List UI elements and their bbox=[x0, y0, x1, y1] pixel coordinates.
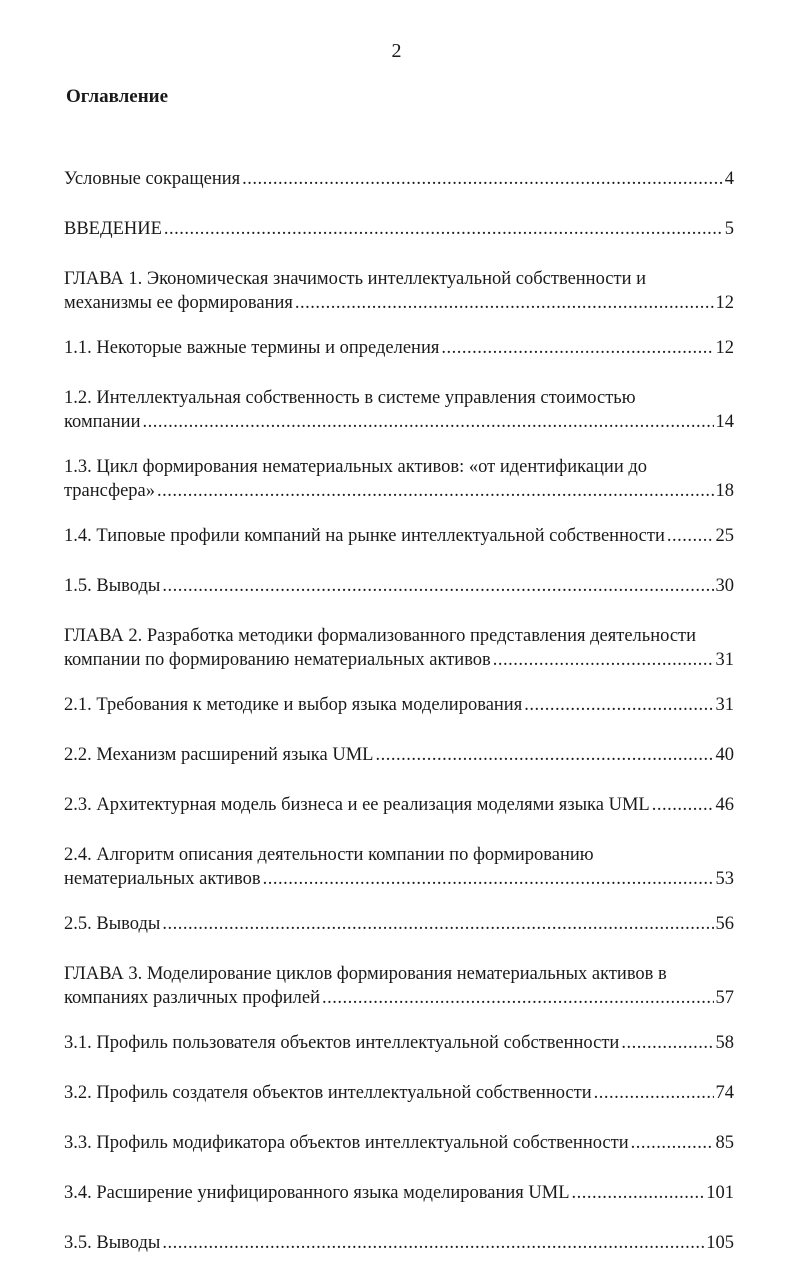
toc-entry-title: 1.1. Некоторые важные термины и определения bbox=[64, 338, 440, 358]
dot-leader bbox=[322, 986, 714, 1010]
toc-entry-title: компании по формированию нематериальных активов bbox=[64, 650, 491, 670]
toc-entry-row bbox=[64, 912, 734, 936]
toc-entry-title: компаниях различных профилей bbox=[64, 988, 320, 1008]
toc-entry-page: 14 bbox=[715, 412, 734, 432]
dot-leader bbox=[295, 291, 714, 315]
dot-leader bbox=[375, 743, 713, 767]
toc-entry-page: 85 bbox=[715, 1133, 734, 1153]
toc-entry[interactable] bbox=[64, 524, 734, 548]
toc-entry-page: 46 bbox=[715, 795, 734, 815]
toc-entry-row bbox=[64, 1081, 734, 1105]
toc-title: Оглавление bbox=[66, 86, 169, 107]
toc-entry-row bbox=[64, 693, 734, 717]
toc-entry-page: 12 bbox=[715, 338, 734, 358]
toc-entry[interactable] bbox=[64, 1081, 734, 1105]
dot-leader bbox=[162, 912, 713, 936]
toc-entry-title: механизмы ее формирования bbox=[64, 293, 293, 313]
toc-entry-title: компании bbox=[64, 412, 141, 432]
toc-entry-page: 57 bbox=[715, 988, 734, 1008]
toc-entry-page: 12 bbox=[715, 293, 734, 313]
toc-entry[interactable] bbox=[64, 574, 734, 598]
toc-entry-title: трансфера» bbox=[64, 481, 156, 501]
toc-entry-page: 53 bbox=[715, 869, 734, 889]
dot-leader bbox=[667, 524, 714, 548]
toc-entry-row bbox=[64, 986, 734, 1010]
toc-entry-first-line: 1.2. Интеллектуальная собственность в системе управления стоимостью bbox=[64, 388, 636, 408]
table-of-contents bbox=[64, 167, 734, 1281]
toc-entry[interactable] bbox=[64, 217, 734, 241]
toc-entry-page: 40 bbox=[715, 745, 734, 765]
toc-entry-page: 5 bbox=[724, 219, 734, 239]
toc-entry[interactable] bbox=[64, 793, 734, 817]
toc-entry-row bbox=[64, 574, 734, 598]
dot-leader bbox=[157, 479, 713, 503]
toc-entry-page: 31 bbox=[715, 650, 734, 670]
toc-entry[interactable] bbox=[64, 455, 734, 503]
toc-entry-title: 2.5. Выводы bbox=[64, 914, 161, 934]
toc-entry[interactable] bbox=[64, 1131, 734, 1155]
toc-entry[interactable] bbox=[64, 912, 734, 936]
toc-entry-row bbox=[64, 167, 734, 191]
toc-entry[interactable] bbox=[64, 267, 734, 315]
toc-entry-title: 3.1. Профиль пользователя объектов интеллектуальной собственности bbox=[64, 1033, 620, 1053]
toc-entry-title: Условные сокращения bbox=[64, 169, 241, 189]
toc-entry-title: 2.3. Архитектурная модель бизнеса и ее реализация моделями языка UML bbox=[64, 795, 650, 815]
dot-leader bbox=[162, 574, 713, 598]
toc-entry[interactable] bbox=[64, 843, 734, 891]
page-number: 2 bbox=[391, 40, 402, 62]
toc-entry-page: 101 bbox=[706, 1183, 734, 1203]
dot-leader bbox=[621, 1031, 713, 1055]
dot-leader bbox=[441, 336, 713, 360]
toc-entry[interactable] bbox=[64, 1181, 734, 1205]
toc-entry-row bbox=[64, 336, 734, 360]
toc-entry-page: 105 bbox=[706, 1233, 734, 1253]
dot-leader bbox=[572, 1181, 705, 1205]
toc-entry-page: 56 bbox=[715, 914, 734, 934]
toc-entry-row bbox=[64, 648, 734, 672]
toc-entry-page: 18 bbox=[715, 481, 734, 501]
toc-entry-title: 3.4. Расширение унифицированного языка моделирования UML bbox=[64, 1183, 570, 1203]
toc-entry-row bbox=[64, 524, 734, 548]
toc-entry-title: 2.2. Механизм расширений языка UML bbox=[64, 745, 374, 765]
toc-entry-title: нематериальных активов bbox=[64, 869, 261, 889]
toc-entry-page: 58 bbox=[715, 1033, 734, 1053]
toc-entry-first-line: ГЛАВА 1. Экономическая значимость интеллектуальной собственности и bbox=[64, 269, 647, 289]
toc-entry-first-line: 2.4. Алгоритм описания деятельности компании по формированию bbox=[64, 845, 594, 865]
dot-leader bbox=[242, 167, 723, 191]
dot-leader bbox=[142, 410, 713, 434]
toc-entry-row bbox=[64, 1181, 734, 1205]
dot-leader bbox=[652, 793, 714, 817]
toc-entry-title: 3.5. Выводы bbox=[64, 1233, 161, 1253]
dot-leader bbox=[162, 1231, 704, 1255]
toc-entry-row bbox=[64, 1231, 734, 1255]
toc-entry-row bbox=[64, 743, 734, 767]
dot-leader bbox=[263, 867, 714, 891]
dot-leader bbox=[164, 217, 723, 241]
toc-entry-row bbox=[64, 867, 734, 891]
toc-entry-title: 3.2. Профиль создателя объектов интеллектуальной собственности bbox=[64, 1083, 592, 1103]
dot-leader bbox=[631, 1131, 714, 1155]
toc-entry[interactable] bbox=[64, 386, 734, 434]
toc-entry-row bbox=[64, 217, 734, 241]
toc-entry-row bbox=[64, 410, 734, 434]
dot-leader bbox=[524, 693, 713, 717]
toc-entry-first-line: ГЛАВА 3. Моделирование циклов формирования нематериальных активов в bbox=[64, 964, 667, 984]
toc-entry-page: 4 bbox=[724, 169, 734, 189]
toc-entry[interactable] bbox=[64, 336, 734, 360]
toc-entry[interactable] bbox=[64, 167, 734, 191]
toc-entry-first-line: ГЛАВА 2. Разработка методики формализованного представления деятельности bbox=[64, 626, 697, 646]
toc-entry-page: 25 bbox=[715, 526, 734, 546]
toc-entry-page: 30 bbox=[715, 576, 734, 596]
toc-entry-row bbox=[64, 1131, 734, 1155]
toc-entry-title: 2.1. Требования к методике и выбор языка моделирования bbox=[64, 695, 523, 715]
toc-entry-title: 3.3. Профиль модификатора объектов интеллектуальной собственности bbox=[64, 1133, 629, 1153]
toc-entry[interactable] bbox=[64, 1031, 734, 1055]
toc-entry-title: 1.5. Выводы bbox=[64, 576, 161, 596]
toc-entry-first-line: 1.3. Цикл формирования нематериальных активов: «от идентификации до bbox=[64, 457, 648, 477]
dot-leader bbox=[493, 648, 714, 672]
toc-entry[interactable] bbox=[64, 624, 734, 672]
dot-leader bbox=[594, 1081, 714, 1105]
toc-entry-row bbox=[64, 1031, 734, 1055]
toc-entry-page: 74 bbox=[715, 1083, 734, 1103]
toc-entry[interactable] bbox=[64, 743, 734, 767]
toc-entry-title: 1.4. Типовые профили компаний на рынке интеллектуальной собственности bbox=[64, 526, 665, 546]
toc-entry-title: ВВЕДЕНИЕ bbox=[64, 219, 162, 239]
toc-entry-row bbox=[64, 479, 734, 503]
toc-entry-row bbox=[64, 291, 734, 315]
toc-entry[interactable] bbox=[64, 693, 734, 717]
toc-entry[interactable] bbox=[64, 1231, 734, 1255]
toc-entry-row bbox=[64, 793, 734, 817]
toc-entry[interactable] bbox=[64, 962, 734, 1010]
toc-entry-page: 31 bbox=[715, 695, 734, 715]
